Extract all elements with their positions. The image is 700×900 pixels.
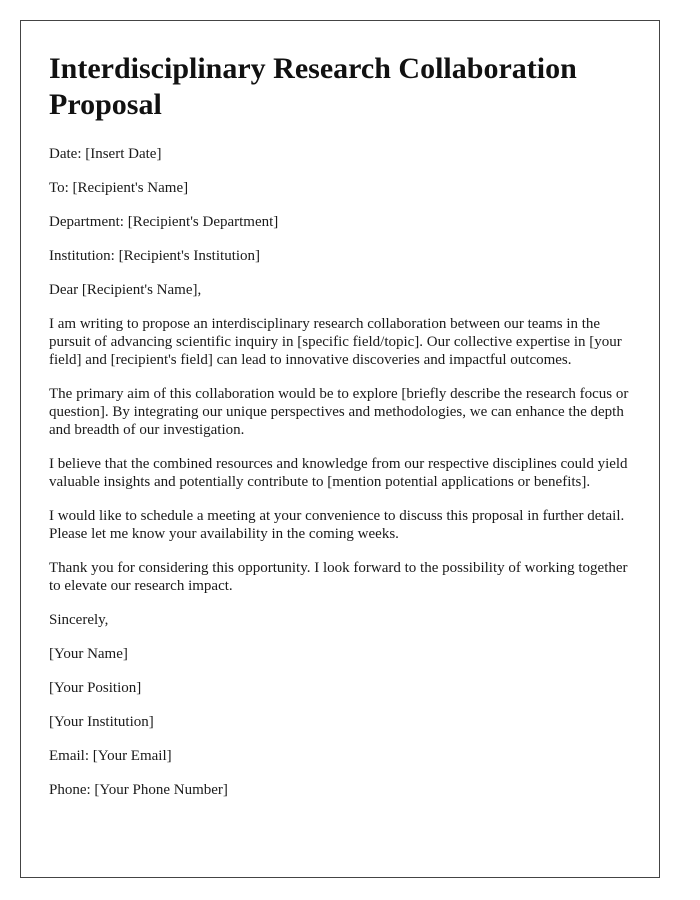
closing: Sincerely, <box>49 612 109 628</box>
letter-title: Interdisciplinary Research Collaboration Proposal <box>49 52 577 121</box>
signature-email: Email: [Your Email] <box>49 748 172 764</box>
letter-page <box>20 20 660 878</box>
body-paragraph-intro: I am writing to propose an interdisciplinary research collaboration between our teams in the pursuit of advancing scientific inquiry in [specific field/topic]. Our collective expertise in [your field] and [recipient's field] can lead to innovative discoveries and impactful outcomes. <box>49 316 622 368</box>
signature-name: [Your Name] <box>49 646 128 662</box>
body-paragraph-aim: The primary aim of this collaboration would be to explore [briefly describe the research focus or question]. By integrating our unique perspectives and methodologies, we can enhance the depth and breadth of our investigation. <box>49 386 629 438</box>
signature-phone: Phone: [Your Phone Number] <box>49 782 228 798</box>
recipient-name-line: To: [Recipient's Name] <box>49 180 189 196</box>
signature-position: [Your Position] <box>49 680 142 696</box>
signature-institution: [Your Institution] <box>49 714 154 730</box>
body-paragraph-benefits: I believe that the combined resources and knowledge from our respective disciplines could yield valuable insights and potentially contribute to [mention potential applications or benefits]. <box>49 456 628 490</box>
recipient-institution-line: Institution: [Recipient's Institution] <box>49 248 261 264</box>
body-paragraph-thanks: Thank you for considering this opportunity. I look forward to the possibility of working together to elevate our research impact. <box>49 560 628 594</box>
salutation: Dear [Recipient's Name], <box>49 282 202 298</box>
body-paragraph-meeting: I would like to schedule a meeting at your convenience to discuss this proposal in further detail. Please let me know your availability in the coming weeks. <box>49 508 625 542</box>
recipient-department-line: Department: [Recipient's Department] <box>49 214 279 230</box>
date-line: Date: [Insert Date] <box>49 146 162 162</box>
